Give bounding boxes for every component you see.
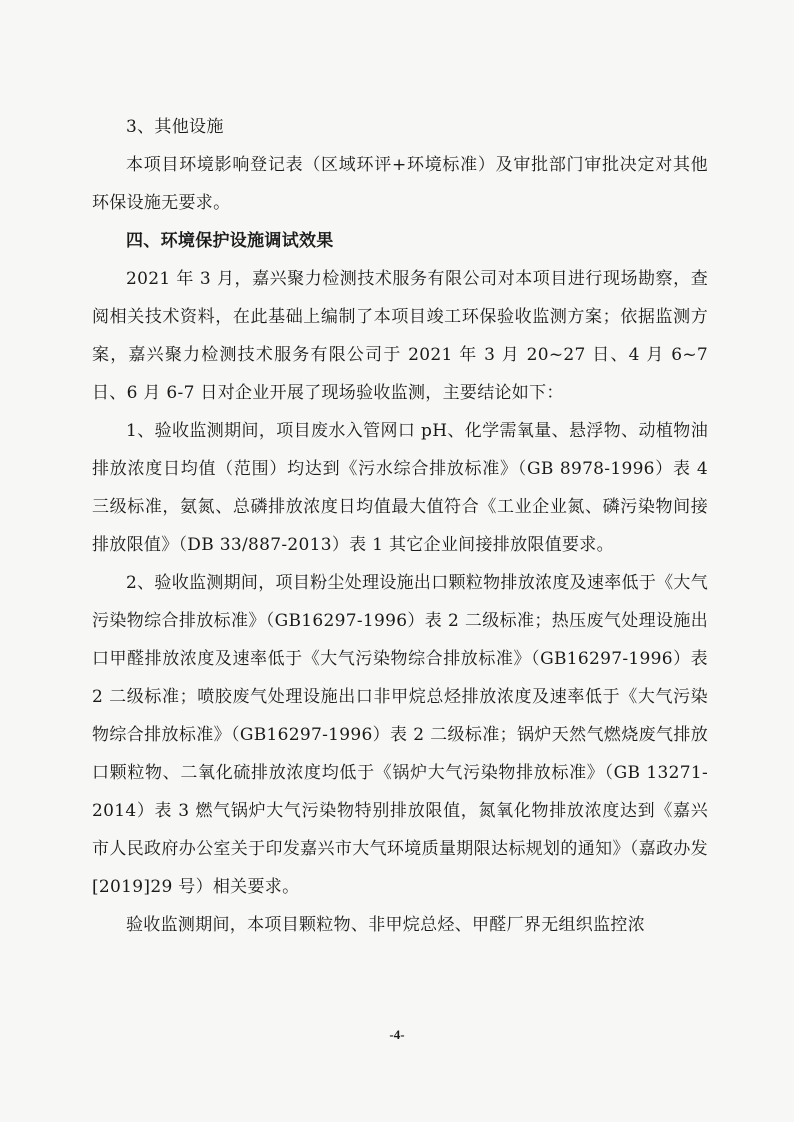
document-body [92,108,708,944]
section-heading-debug-effect: 四、环境保护设施调试效果 [126,231,334,251]
page-number: -4- [389,1027,405,1042]
paragraph-monitoring-intro: 2021 年 3 月，嘉兴聚力检测技术服务有限公司对本项目进行现场勘察，查阅相关技术资料，在此基础上编制了本项目竣工环保验收监测方案；依据监测方案，嘉兴聚力检测技术服务有限公司于 2021 年 3 月 20~27 日、4 月 6~7 日、6 月 6-7 日对企业开展了现场验收监测，主要结论如下： [92,269,708,403]
paragraph-conclusion-exhaust: 2、验收监测期间，项目粉尘处理设施出口颗粒物排放浓度及速率低于《大气污染物综合排放标准》（GB16297-1996）表 2 二级标准；热压废气处理设施出口甲醛排放浓度及速率低于《大气污染物综合排放标准》（GB16297-1996）表 2 二级标准；喷胶废气处理设施出口非甲烷总烃排放浓度及速率低于《大气污染物综合排放标准》（GB16297-1996）表 2 二级标准；锅炉天然气燃烧废气排放口颗粒物、二氧化硫排放浓度均低于《锅炉大气污染物排放标准》（GB 13271-2014）表 3 燃气锅炉大气污染物特别排放限值，氮氧化物排放浓度达到《嘉兴市人民政府办公室关于印发嘉兴市大气环境质量期限达标规划的通知》（嘉政办发[2019]29 号）相关要求。 [92,573,709,897]
section-heading-other-facilities: 3、其他设施 [126,117,224,137]
paragraph-conclusion-wastewater: 1、验收监测期间，项目废水入管网口 pH、化学需氧量、悬浮物、动植物油排放浓度日均值（范围）均达到《污水综合排放标准》（GB 8978-1996）表 4 三级标准，氨氮、总磷排放浓度日均值最大值符合《工业企业氮、磷污染物间接排放限值》（DB 33/887-2013）表 1 其它企业间接排放限值要求。 [92,421,708,555]
paragraph-other-facilities: 本项目环境影响登记表（区域环评+环境标准）及审批部门审批决定对其他环保设施无要求。 [92,155,708,213]
paragraph-conclusion-fugitive: 验收监测期间，本项目颗粒物、非甲烷总烃、甲醛厂界无组织监控浓 [126,915,645,935]
